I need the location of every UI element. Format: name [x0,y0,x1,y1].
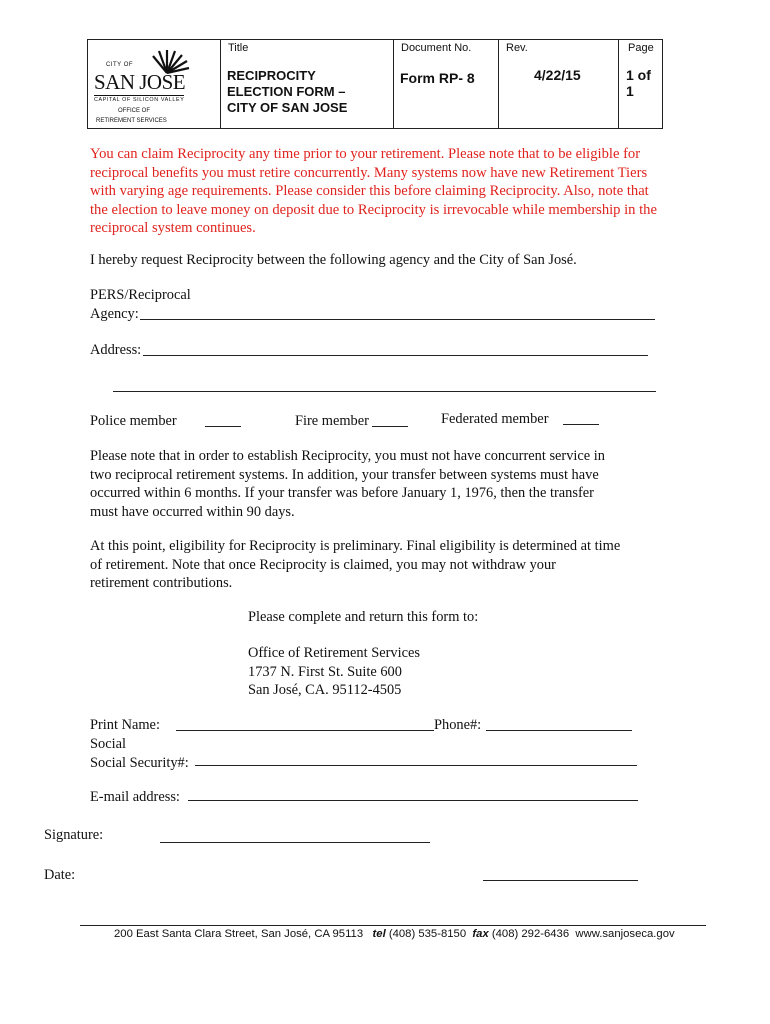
note-line: retirement contributions. [90,575,233,592]
footer-tel-label: tel [372,928,386,940]
signature-label: Signature: [44,827,104,843]
eligibility-note [90,537,620,593]
note-line: At this point, eligibility for Reciprocity is preliminary. Final eligibility is determined at time [90,538,621,554]
note-line: must have occurred within 90 days. [90,503,295,520]
signature-input-line[interactable] [160,842,430,843]
footer-website-link[interactable]: www.sanjoseca.gov [575,928,675,940]
note-line: two reciprocal retirement systems. In addition, your transfer between systems must have [90,466,599,483]
ssn-label: Social Security#: [90,755,189,771]
city-logo [92,46,216,126]
print-name-label: Print Name: [90,717,160,733]
form-header-table [87,39,663,129]
ssn-input-line[interactable] [195,765,637,766]
note-line: Please note that in order to establish Reciprocity, you must not have concurrent service in [90,448,605,464]
logo-city-name: SAN JOSE [94,70,186,94]
return-address [248,644,420,700]
rev-label: Rev. [506,42,528,54]
docno-value: Form RP- 8 [400,70,475,86]
pers-agency-input-line[interactable] [140,319,655,320]
reciprocity-notice [90,145,657,238]
fire-member-check-line[interactable] [372,426,408,427]
date-label: Date: [44,867,76,883]
fire-member-label: Fire member [295,413,369,429]
footer-fax-label: fax [472,928,489,940]
form-title-line: CITY OF SAN JOSE [227,100,348,115]
police-member-label: Police member [90,413,177,429]
address-label: Address: [90,342,142,358]
concurrent-service-note [90,447,605,521]
federated-member-check-line[interactable] [563,424,599,425]
footer-address: 200 East Santa Clara Street, San José, CA 95113 [114,928,364,940]
return-address-line: San José, CA. 95112-4505 [248,682,402,699]
notice-line: with varying age requirements. Please consider this before claiming Reciprocity. Also, note that [90,183,649,200]
footer-fax: (408) 292-6436 [491,928,570,940]
federated-member-label: Federated member [441,411,549,427]
date-input-line[interactable] [483,880,638,881]
rev-value: 4/22/15 [534,67,581,83]
pers-agency-label-line1: PERS/Reciprocal [90,287,191,303]
note-line: of retirement. Note that once Reciprocity is claimed, you may not withdraw your [90,556,556,573]
footer-tel: (408) 535-8150 [388,928,467,940]
police-member-check-line[interactable] [205,426,241,427]
page-label: Page [628,42,654,54]
notice-line: reciprocal benefits you must retire concurrently. Many systems now have new Retirement Tiers [90,164,648,181]
notice-line: You can claim Reciprocity any time prior to your retirement. Please note that to be eligible for [90,146,641,162]
address-input-line-2[interactable] [113,391,656,392]
email-input-line[interactable] [188,800,638,801]
note-line: occurred within 6 months. If your transfer was before January 1, 1976, then the transfer [90,485,594,502]
form-title-line: RECIPROCITY [227,68,316,83]
title-label: Title [228,42,249,54]
footer-contact [114,928,675,940]
docno-label: Document No. [401,42,472,54]
social-label: Social [90,736,126,752]
email-label: E-mail address: [90,789,180,805]
request-statement: I hereby request Reciprocity between the following agency and the City of San José. [90,252,577,268]
form-title-line: ELECTION FORM – [227,84,346,99]
page-value: 1 of 1 [626,67,651,99]
phone-input-line[interactable] [486,730,632,731]
notice-line: reciprocal system continues. [90,220,256,237]
address-input-line[interactable] [143,355,648,356]
logo-office-line2: RETIREMENT SERVICES [96,118,167,124]
return-address-line: 1737 N. First St. Suite 600 [248,663,402,680]
return-address-line: Office of Retirement Services [248,645,420,661]
form-title [227,68,347,116]
print-name-input-line[interactable] [176,730,434,731]
pers-agency-label-line2: Agency: [90,306,139,322]
phone-label: Phone#: [434,717,482,733]
notice-line: the election to leave money on deposit due to Reciprocity is irrevocable while membership in the [90,201,657,218]
logo-office-line1: OFFICE OF [118,108,150,114]
footer-divider [80,925,706,926]
logo-city-of: CITY OF [106,62,134,68]
logo-tagline: CAPITAL OF SILICON VALLEY [94,97,185,103]
return-instructions: Please complete and return this form to: [248,609,479,625]
